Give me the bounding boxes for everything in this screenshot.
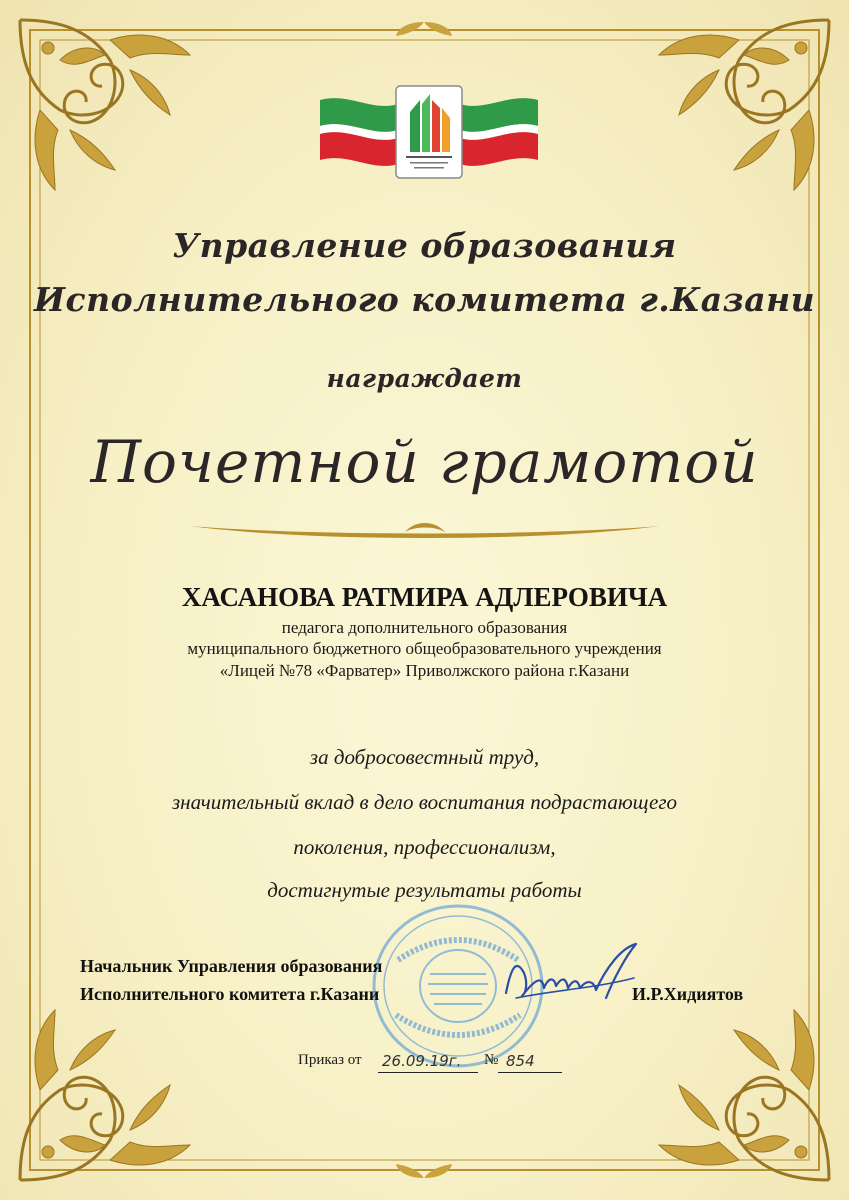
order-number-label: № bbox=[484, 1052, 499, 1068]
recipient-position-line-3: «Лицей №78 «Фарватер» Приволжского района г.Казани bbox=[219, 661, 630, 680]
reason-line-2: значительный вклад в дело воспитания подрастающего bbox=[171, 790, 678, 814]
order-label: Приказ от bbox=[298, 1052, 362, 1068]
order-date-underline bbox=[378, 1072, 478, 1073]
recipient-position-line-1: педагога дополнительного образования bbox=[281, 618, 568, 637]
order-number-underline bbox=[498, 1072, 562, 1073]
order-reference bbox=[298, 1052, 578, 1076]
recipient-name: ХАСАНОВА РАТМИРА АДЛЕРОВИЧА bbox=[181, 582, 668, 612]
order-date: 26.09.19г. bbox=[382, 1052, 462, 1070]
reason-line-4: достигнутые результаты работы bbox=[267, 878, 582, 902]
recipient-position-line-2: муниципального бюджетного общеобразовательного учреждения bbox=[187, 639, 662, 658]
reason-line-1: за добросовестный труд, bbox=[309, 745, 540, 769]
signatory-name: И.Р.Хидиятов bbox=[632, 984, 744, 1004]
gold-flourish-divider-icon bbox=[190, 512, 660, 546]
signatory-title-line-1: Начальник Управления образования bbox=[80, 956, 383, 976]
signatory-title-line-2: Исполнительного комитета г.Казани bbox=[80, 984, 380, 1004]
education-emblem-icon bbox=[318, 82, 540, 182]
awards-word: награждает bbox=[326, 364, 523, 393]
signature-icon bbox=[496, 938, 646, 1008]
reason-line-3: поколения, профессионализм, bbox=[293, 835, 556, 859]
issuer-line-2: Исполнительного комитета г.Казани bbox=[33, 280, 816, 319]
issuer-line-1: Управление образования bbox=[172, 226, 677, 265]
award-title: Почетной грамотой bbox=[90, 428, 759, 496]
order-number: 854 bbox=[506, 1052, 535, 1070]
